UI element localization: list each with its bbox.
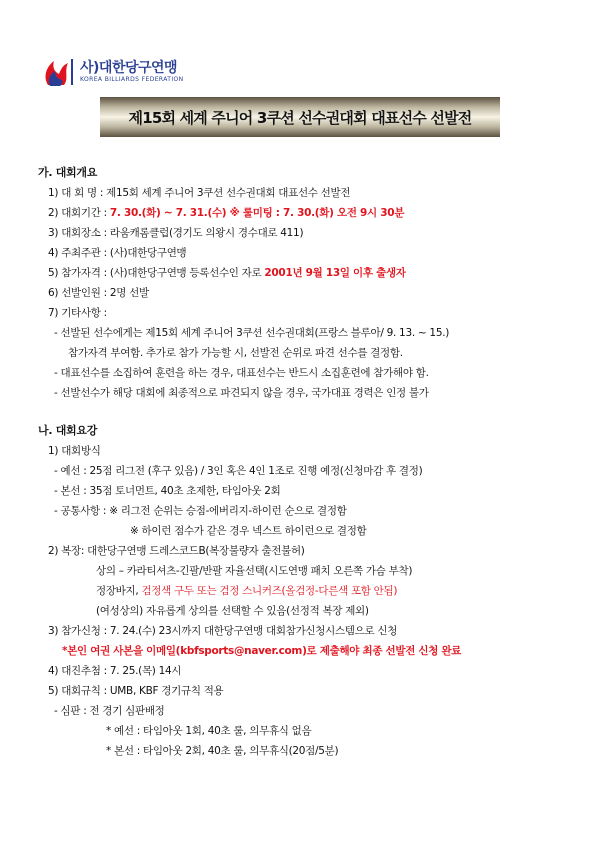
section-heading-overview: 가. 대회개요 xyxy=(38,166,98,179)
rules-dress: 2) 복장: 대한당구연맹 드레스코드B(복장불량자 출전불허) xyxy=(48,545,305,557)
overview-host: 4) 주최주관 : (사)대한당구연맹 xyxy=(48,247,187,259)
rules-apply-note-a: *본인 여권 사본을 이메일( xyxy=(62,645,181,657)
overview-name: 1) 대 회 명 : 제15회 세계 주니어 3쿠션 선수권대회 대표선수 선발전 xyxy=(48,187,351,199)
overview-period-value: 7. 30.(화) ~ 7. 31.(수) ※ 룰미팅 : 7. 30.(화) 오전 9시 30분 xyxy=(109,207,405,219)
rules-dress-bottom-label: 정장바지, xyxy=(96,585,142,597)
overview-eligibility xyxy=(48,266,406,280)
rules-prelim: - 예선 : 25점 리그전 (후구 있음) / 3인 혹은 4인 1조로 진행 예정(신청마감 후 결정) xyxy=(54,465,423,477)
overview-eligibility-value: 2001년 9월 13일 이후 출생자 xyxy=(264,267,406,279)
org-logo xyxy=(40,55,200,89)
flame-logo-icon xyxy=(40,55,74,89)
overview-period-label: 2) 대회기간 : xyxy=(48,207,110,219)
title-banner xyxy=(100,97,500,137)
org-name-en: KOREA BILLIARDS FEDERATION xyxy=(80,76,184,83)
rules-rules: 5) 대회규칙 : UMB, KBF 경기규칙 적용 xyxy=(48,685,224,697)
overview-eligibility-label: 5) 참가자격 : (사)대한당구연맹 등록선수인 자로 xyxy=(48,267,265,279)
overview-selection: 6) 선발인원 : 2명 선발 xyxy=(48,287,149,299)
overview-etc: 7) 기타사항 : xyxy=(48,307,107,319)
rules-ref-prelim: * 예선 : 타임아웃 1회, 40초 룰, 의무휴식 없음 xyxy=(106,725,312,737)
rules-main: - 본선 : 35점 토너먼트, 40초 초제한, 타임아웃 2회 xyxy=(54,485,281,497)
overview-period xyxy=(48,206,404,220)
overview-etc-1b: 참가자격 부여함. 추가로 참가 가능할 시, 선발전 순위로 파견 선수를 결정함. xyxy=(68,347,403,359)
rules-apply: 3) 참가신청 : 7. 24.(수) 23시까지 대한당구연맹 대회참가신청시스템으로 신청 xyxy=(48,625,398,637)
overview-venue: 3) 대회장소 : 라움캐롬클럽(경기도 의왕시 경수대로 411) xyxy=(48,227,304,239)
rules-dress-female: (여성상의) 자유롭게 상의를 선택할 수 있음(선정적 복장 제외) xyxy=(96,605,369,617)
rules-dress-bottom-value: 검정색 구두 또는 검정 스니커즈(올검정-다른색 포함 안됨) xyxy=(141,585,398,597)
org-name-ko: 사)대한당구연맹 xyxy=(80,60,178,76)
rules-ref-main: * 본선 : 타임아웃 2회, 40초 룰, 의무휴식(20점/5분) xyxy=(106,745,339,757)
overview-etc-1a: - 선발된 선수에게는 제15회 세계 주니어 3쿠션 선수권대회(프랑스 블루아/ 9. 13. ~ 15.) xyxy=(54,327,450,339)
rules-apply-note-email: kbfsports@naver.com xyxy=(180,645,303,657)
rules-dress-top: 상의 – 카라티셔츠-긴팔/반팔 자율선택(시도연맹 패치 오른쪽 가슴 부착) xyxy=(96,565,413,577)
rules-apply-note xyxy=(62,644,461,658)
rules-draw: 4) 대진추첨 : 7. 25.(목) 14시 xyxy=(48,665,182,677)
document-title: 제15회 세계 주니어 3쿠션 선수권대회 대표선수 선발전 xyxy=(128,108,472,127)
section-heading-rules: 나. 대회요강 xyxy=(38,424,98,437)
rules-referee: - 심판 : 전 경기 심판배정 xyxy=(54,705,165,717)
rules-dress-bottom xyxy=(96,584,397,598)
rules-apply-note-b: )로 제출해야 최종 선발전 신청 완료 xyxy=(302,645,462,657)
overview-etc-3: - 선발선수가 해당 대회에 최종적으로 파견되지 않을 경우, 국가대표 경력은 인정 불가 xyxy=(54,387,429,399)
rules-common-b: ※ 하이런 점수가 같은 경우 넥스트 하이런으로 결정함 xyxy=(130,525,367,537)
overview-etc-2: - 대표선수를 소집하여 훈련을 하는 경우, 대표선수는 반드시 소집훈련에 참가해야 함. xyxy=(54,367,429,379)
rules-common-a: - 공통사항 : ※ 리그전 순위는 승점-에버리지-하이런 순으로 결정함 xyxy=(54,505,347,517)
rules-method: 1) 대회방식 xyxy=(48,445,101,457)
